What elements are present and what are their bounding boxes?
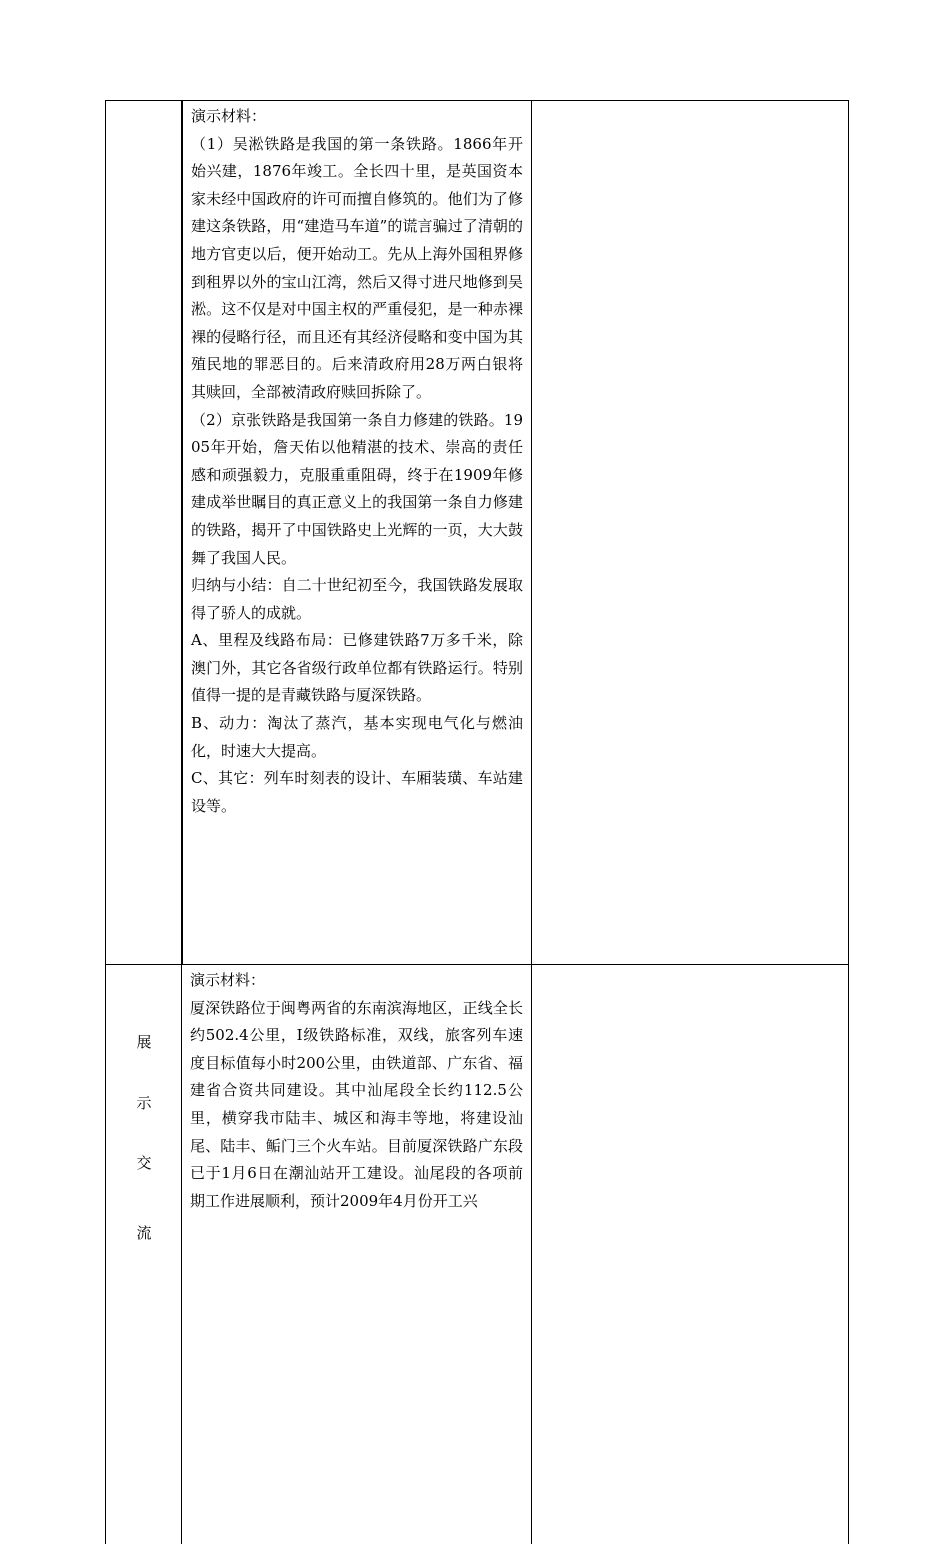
paragraph-point-a: A、里程及线路布局：已修建铁路7万多千米，除澳门外，其它各省级行政单位都有铁路运行。特别值得一提的是青藏铁路与厦深铁路。 [191, 631, 523, 705]
row2-content-cell [182, 965, 532, 1544]
paragraph-xiashen-railway: 厦深铁路位于闽粤两省的东南滨海地区，正线全长约502.4公里，Ⅰ级铁路标准，双线，旅客列车速度目标值每小时200公里，由铁道部、广东省、福建省合资共同建设。其中汕尾段全长约112.5公里，横穿我市陆丰、城区和海丰等地，将建设汕尾、陆丰、鲘门三个火车站。目前厦深铁路广东段已于1月6日在潮汕站开工建设。汕尾段的各项前期工作进展顺利，预计2009年4月份开工兴 [190, 998, 523, 1210]
section-label-char: 流 [136, 1224, 152, 1242]
paragraph-point-b: B、动力：淘汰了蒸汽，基本实现电气化与燃油化，时速大大提高。 [191, 714, 523, 760]
lesson-table [105, 100, 849, 1544]
paragraph-jingzhang-railway: （2）京张铁路是我国第一条自力修建的铁路。1905年开始，詹天佑以他精湛的技术、崇高的责任感和顽强毅力，克服重重阻碍，终于在1909年修建成举世瞩目的真正意义上的我国第一条自力修建的铁路，揭开了中国铁路史上光辉的一页，大大鼓舞了我国人民。 [191, 410, 523, 567]
paragraph-wusong-railway: （1）吴淞铁路是我国的第一条铁路。1866年开始兴建，1876年竣工。全长四十里，是英国资本家未经中国政府的许可而擅自修筑的。他们为了修建这条铁路，用“建造马车道”的谎言骗过了清朝的地方官吏以后，便开始动工。先从上海外国租界修到租界以外的宝山江湾，然后又得寸进尺地修到吴淞。这不仅是对中国主权的严重侵犯，是一种赤裸裸的侵略行径，而且还有其经济侵略和变中国为其殖民地的罪恶目的。后来清政府用28万两白银将其赎回，全部被清政府赎回拆除了。 [191, 134, 523, 401]
section-label-char: 交 [136, 1154, 152, 1172]
section-label-char: 示 [136, 1094, 152, 1112]
section-label-char: 展 [136, 1033, 152, 1051]
paragraph-summary: 归纳与小结：自二十世纪初至今，我国铁路发展取得了骄人的成就。 [191, 576, 523, 622]
paragraph-point-c: C、其它：列车时刻表的设计、车厢装璜、车站建设等。 [191, 769, 523, 815]
row2-label-cell [106, 965, 182, 1544]
table-row [106, 965, 849, 1544]
row2-notes-cell [532, 965, 849, 1544]
material-heading: 演示材料： [190, 971, 266, 989]
row1-notes-cell [532, 101, 849, 964]
table-row [106, 101, 849, 965]
row1-label-cell [106, 101, 182, 964]
row1-content-cell [182, 101, 532, 964]
material-heading: 演示材料： [191, 107, 267, 125]
